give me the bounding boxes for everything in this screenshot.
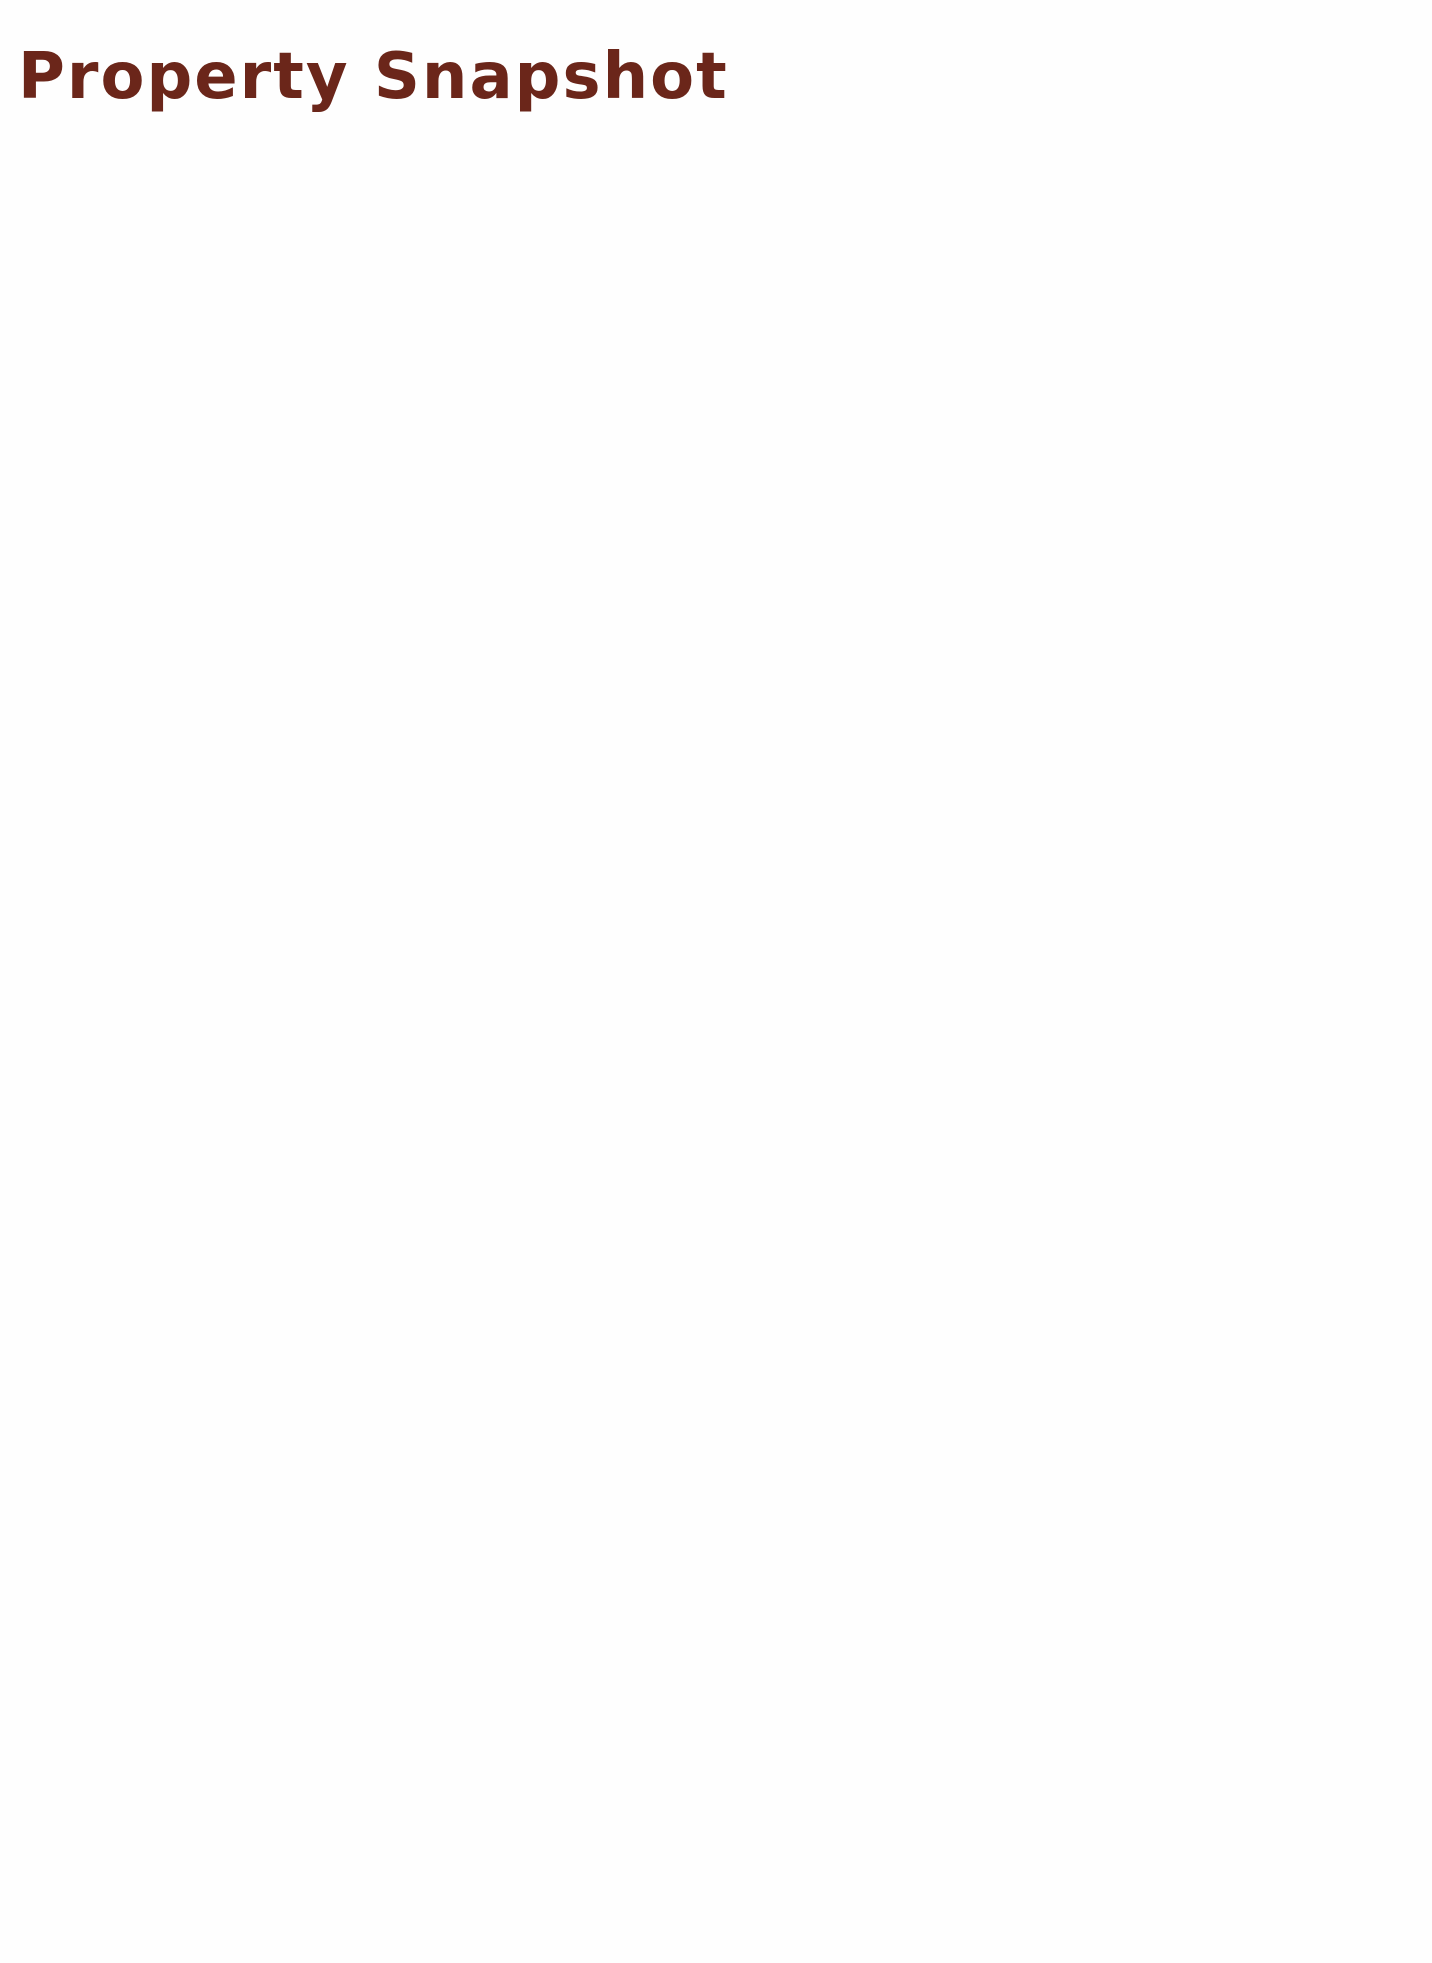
page-title: Property Snapshot [18, 40, 729, 114]
